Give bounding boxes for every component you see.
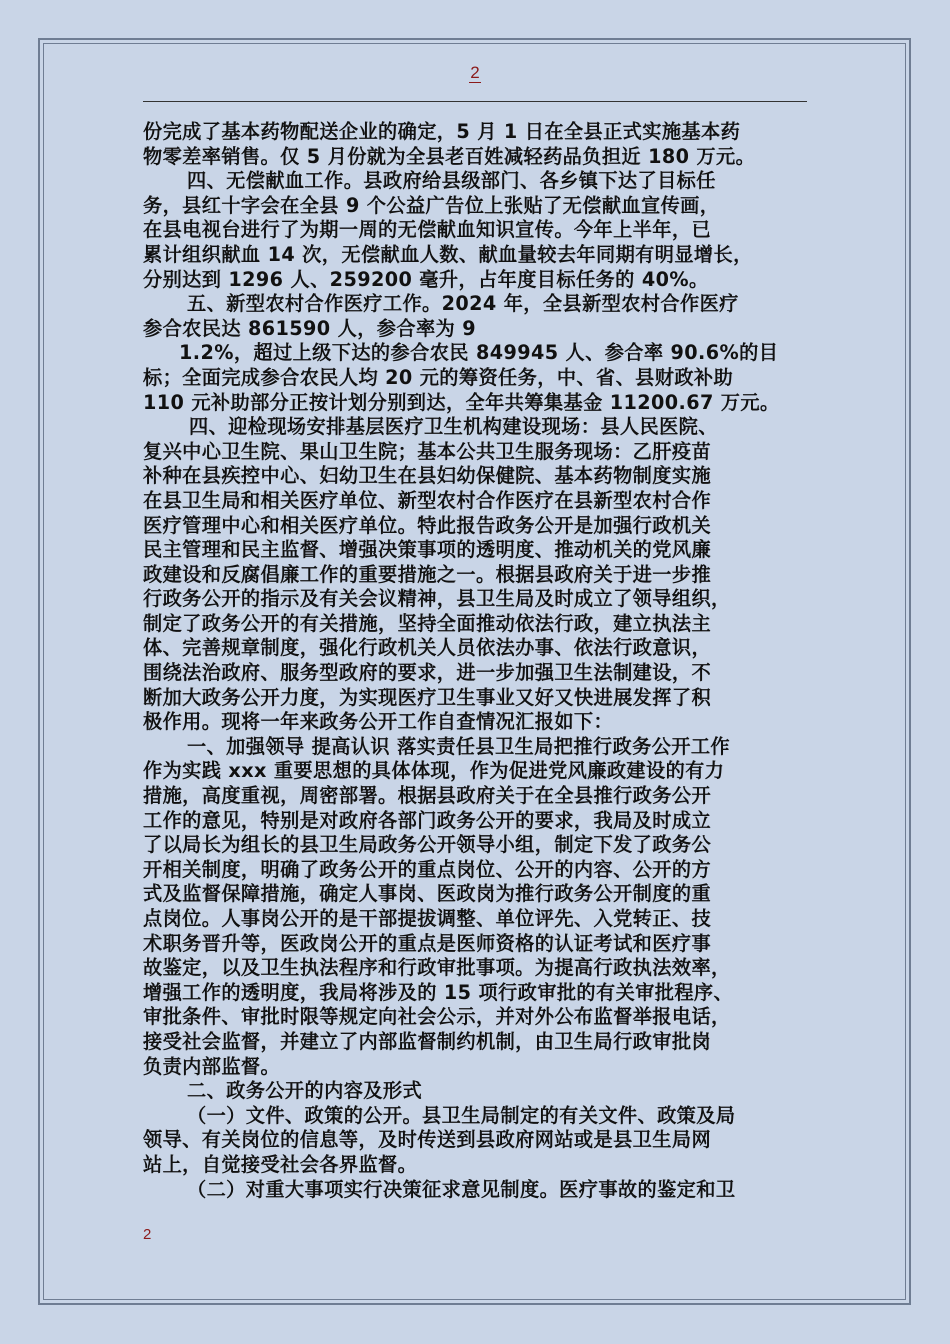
text-line: 了以局长为组长的县卫生局政务公开领导小组，制定下发了政务公 (143, 833, 712, 857)
text-line: （二）对重大事项实行决策征求意见制度。医疗事故的鉴定和卫 (187, 1177, 736, 1201)
text-line: 标；全面完成参合农民人均 20 元的筹资任务，中、省、县财政补助 (143, 365, 734, 389)
text-line: 一、加强领导 提高认识 落实责任县卫生局把推行政务公开工作 (187, 734, 731, 758)
text-line: 围绕法治政府、服务型政府的要求，进一步加强卫生法制建设，不 (143, 661, 712, 685)
text-line: 补种在县疾控中心、妇幼卫生在县妇幼保健院、基本药物制度实施 (143, 464, 712, 488)
text-line: 110 元补助部分正按计划分别到达，全年共筹集基金 11200.67 万元。 (143, 390, 780, 414)
text-line: 参合农民达 861590 人，参合率为 9 (143, 316, 476, 340)
text-line: 增强工作的透明度，我局将涉及的 15 项行政审批的有关审批程序、 (143, 980, 734, 1004)
text-line: 术职务晋升等，医政岗公开的重点是医师资格的认证考试和医疗事 (143, 931, 712, 955)
text-line: 医疗管理中心和相关医疗单位。特此报告政务公开是加强行政机关 (143, 513, 712, 537)
footer-page-number: 2 (143, 1226, 152, 1243)
text-line: 五、新型农村合作医疗工作。2024 年，全县新型农村合作医疗 (187, 292, 739, 316)
text-line: 站上，自觉接受社会各界监督。 (143, 1152, 418, 1176)
text-line: 在县电视台进行了为期一周的无偿献血知识宣传。今年上半年，已 (143, 218, 712, 242)
text-line: 政建设和反腐倡廉工作的重要措施之一。根据县政府关于进一步推 (143, 562, 712, 586)
text-line: 复兴中心卫生院、果山卫生院；基本公共卫生服务现场：乙肝疫苗 (143, 439, 712, 463)
text-line: 接受社会监督，并建立了内部监督制约机制，由卫生局行政审批岗 (143, 1029, 712, 1053)
text-line: 制定了政务公开的有关措施，坚持全面推动依法行政，建立执法主 (143, 611, 712, 635)
text-line: 在县卫生局和相关医疗单位、新型农村合作医疗在县新型农村合作 (143, 488, 712, 512)
text-line: 1.2%，超过上级下达的参合农民 849945 人、参合率 90.6%的目 (179, 341, 779, 365)
text-line: 民主管理和民主监督、增强决策事项的透明度、推动机关的党风廉 (143, 538, 712, 562)
text-line: 累计组织献血 14 次，无偿献血人数、献血量较去年同期有明显增长， (143, 242, 753, 266)
text-line: 审批条件、审批时限等规定向社会公示，并对外公布监督举报电话， (143, 1005, 731, 1029)
text-line: 工作的意见，特别是对政府各部门政务公开的要求，我局及时成立 (143, 808, 712, 832)
document-body (143, 120, 823, 1202)
text-line: 体、完善规章制度，强化行政机关人员依法办事、依法行政意识， (143, 636, 712, 660)
text-line: 份完成了基本药物配送企业的确定，5 月 1 日在全县正式实施基本药 (143, 120, 741, 143)
text-line: 极作用。现将一年来政务公开工作自查情况汇报如下： (143, 710, 614, 734)
text-line: 分别达到 1296 人、259200 毫升，占年度目标任务的 40%。 (143, 267, 709, 291)
text-line: 负责内部监督。 (143, 1054, 281, 1078)
text-line: 务，县红十字会在全县 9 个公益广告位上张贴了无偿献血宣传画， (143, 193, 720, 217)
header-divider (143, 101, 807, 102)
text-line: 物零差率销售。仅 5 月份就为全县老百姓减轻药品负担近 180 万元。 (143, 144, 756, 168)
text-line: （一）文件、政策的公开。县卫生局制定的有关文件、政策及局 (187, 1103, 736, 1127)
text-line: 措施，高度重视，周密部署。根据县政府关于在全县推行政务公开 (143, 784, 712, 808)
text-line: 断加大政务公开力度，为实现医疗卫生事业又好又快进展发挥了积 (143, 685, 712, 709)
header-page-number: 2 (470, 63, 480, 82)
section-heading: 二、政务公开的内容及形式 (187, 1079, 423, 1103)
text-line: 行政务公开的指示及有关会议精神，县卫生局及时成立了领导组织， (143, 587, 731, 611)
text-line: 作为实践 xxx 重要思想的具体体现，作为促进党风廉政建设的有力 (143, 759, 725, 783)
text-line: 领导、有关岗位的信息等，及时传送到县政府网站或是县卫生局网 (143, 1128, 712, 1152)
text-line: 四、无偿献血工作。县政府给县级部门、各乡镇下达了目标任 (187, 169, 716, 193)
text-line: 式及监督保障措施，确定人事岗、医政岗为推行政务公开制度的重 (143, 882, 712, 906)
text-line: 点岗位。人事岗公开的是干部提拔调整、单位评先、入党转正、技 (143, 907, 712, 930)
text-line: 四、迎检现场安排基层医疗卫生机构建设现场：县人民医院、 (189, 415, 718, 439)
text-line: 开相关制度，明确了政务公开的重点岗位、公开的内容、公开的方 (143, 857, 712, 881)
text-line: 故鉴定，以及卫生执法程序和行政审批事项。为提高行政执法效率， (143, 956, 731, 980)
